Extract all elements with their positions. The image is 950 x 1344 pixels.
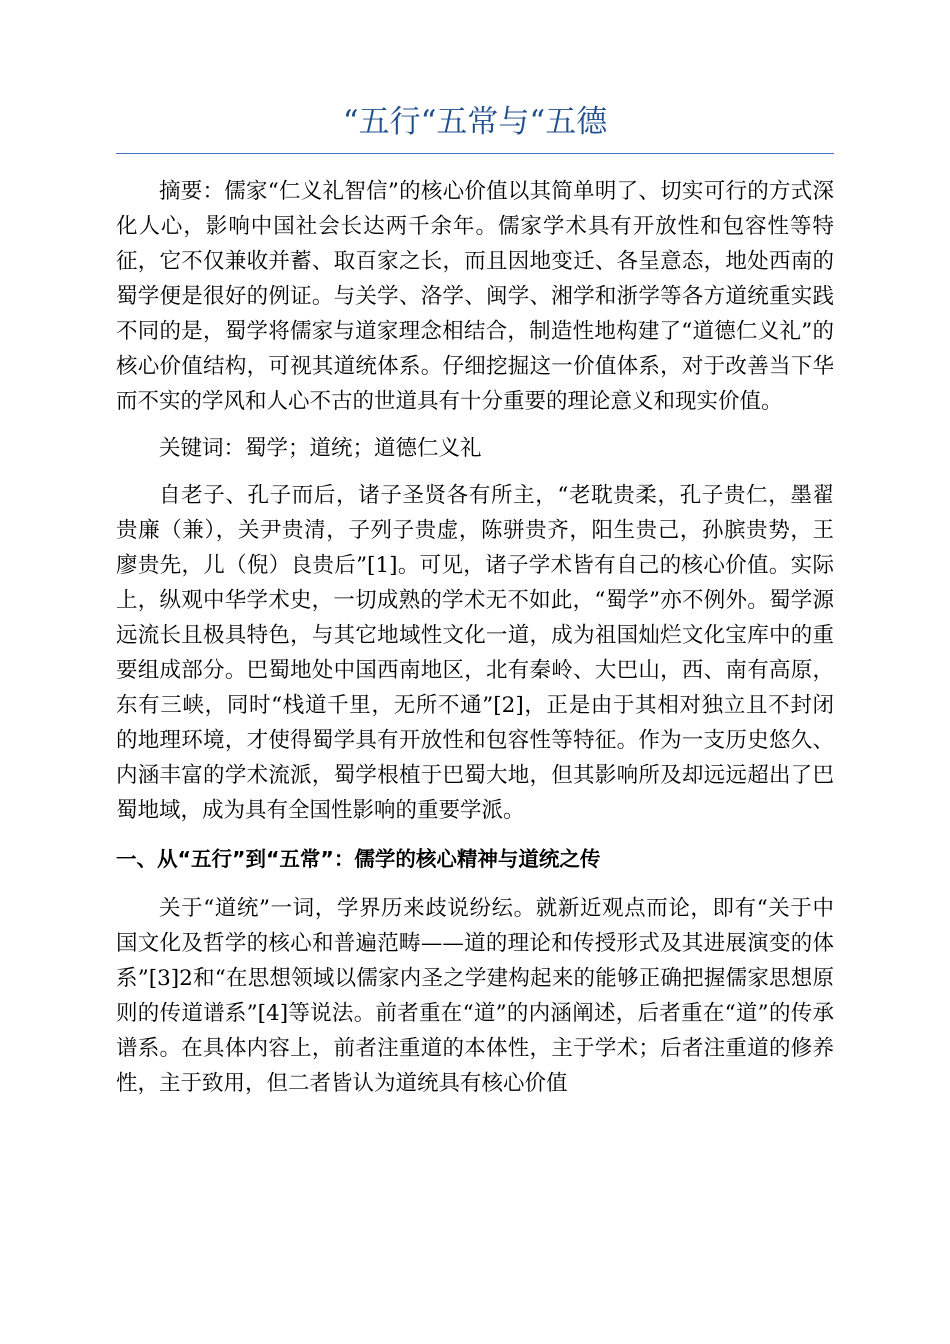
body-paragraph-2: 关于“道统”一词，学界历来歧说纷纭。就新近观点而论，即有“关于中国文化及哲学的核心和普遍范畴——道的理论和传授形式及其进展演变的体系”[3]2和“在思想领域以儒家内圣之学建构起来的能够正确把握儒家思想原则的传道谱系”[4]等说法。前者重在“道”的内涵阐述，后者重在“道”的传承谱系。在具体内容上，前者注重道的本体性，主于学术；后者注重道的修养性，主于致用，但二者皆认为道统具有核心价值 <box>116 896 834 1096</box>
document-page <box>116 100 834 1101</box>
document-title: “五行“五常与“五德 <box>342 104 608 140</box>
keywords-line: 关键词：蜀学；道统；道德仁义礼 <box>159 436 482 461</box>
abstract-paragraph: 摘要：儒家“仁义礼智信”的核心价值以其简单明了、切实可行的方式深化人心，影响中国社会长达两千余年。儒家学术具有开放性和包容性等特征，它不仅兼收并蓄、取百家之长，而且因地变迁、各呈意态，地处西南的蜀学便是很好的例证。与关学、洛学、闽学、湘学和浙学等各方道统重实践不同的是，蜀学将儒家与道家理念相结合，制造性地构建了“道德仁义礼”的核心价值结构，可视其道统体系。仔细挖掘这一价值体系，对于改善当下华而不实的学风和人心不古的世道具有十分重要的理论意义和现实价值。 <box>116 179 834 414</box>
title-underline <box>116 153 834 154</box>
section-heading-1: 一、从“五行”到“五常”：儒学的核心精神与道统之传 <box>116 847 601 871</box>
body-paragraph-1: 自老子、孔子而后，诸子圣贤各有所主，“老耽贵柔，孔子贵仁，墨翟贵廉（兼），关尹贵清，子列子贵虚，陈骈贵齐，阳生贵己，孙膑贵势，王廖贵先，儿（倪）良贵后”[1]。可见，诸子学术皆有自己的核心价值。实际上，纵观中华学术史，一切成熟的学术无不如此，“蜀学”亦不例外。蜀学源远流长且极具特色，与其它地域性文化一道，成为祖国灿烂文化宝库中的重要组成部分。巴蜀地处中国西南地区，北有秦岭、大巴山，西、南有高原，东有三峡，同时“栈道千里，无所不通”[2]，正是由于其相对独立且不封闭的地理环境，才使得蜀学具有开放性和包容性等特征。作为一支历史悠久、内涵丰富的学术流派，蜀学根植于巴蜀大地，但其影响所及却远远超出了巴蜀地域，成为具有全国性影响的重要学派。 <box>116 483 834 823</box>
